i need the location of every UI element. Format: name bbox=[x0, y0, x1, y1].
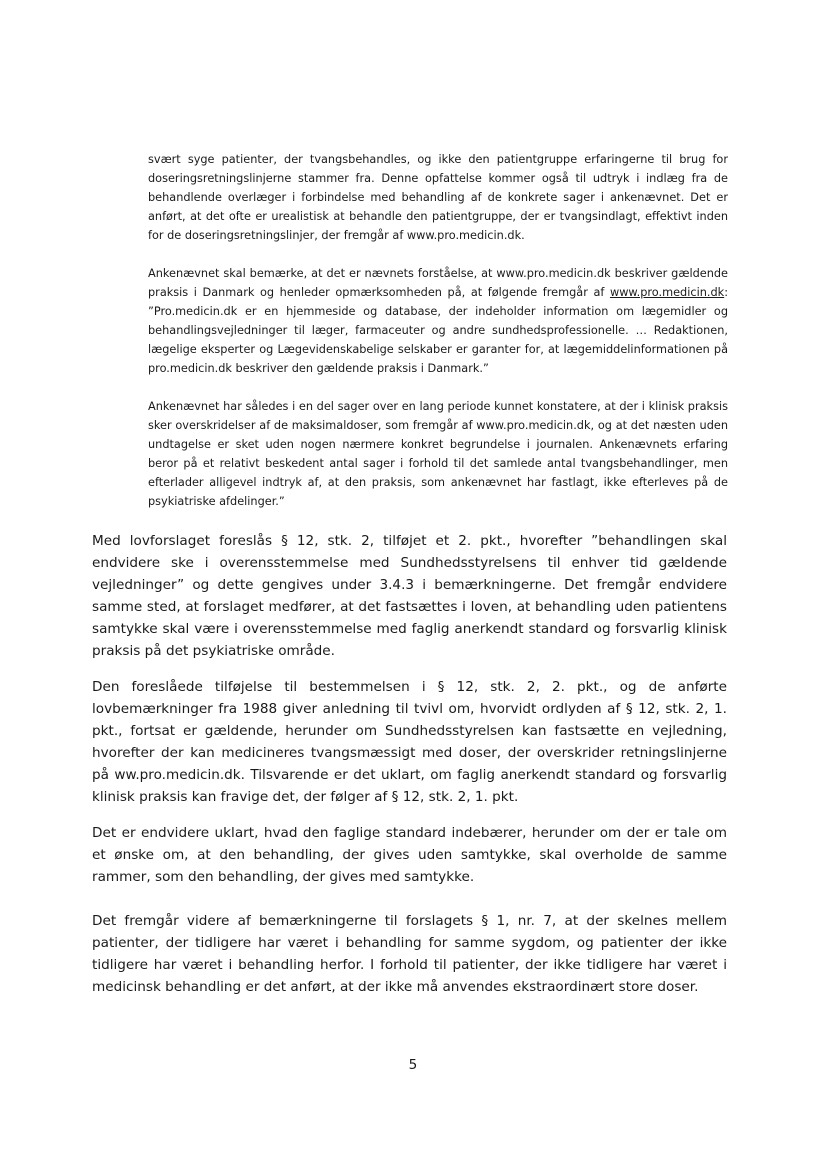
body-paragraph-4: Det fremgår videre af bemærkningerne til forslagets § 1, nr. 7, at der skelnes mellem patienter, der tidligere har været i behandling for samme sygdom, og patienter der ikke tidligere har været i behandling herfor. I forhold til patienter, der ikke tidligere har været i medicinsk behandling er det anført, at der ikke må anvendes ekstraordinært store doser. bbox=[92, 913, 727, 995]
body-paragraph-3: Det er endvidere uklart, hvad den faglige standard indebærer, herunder om der er tale om et ønske om, at den behandling, der gives uden samtykke, skal overholde de samme rammer, som den behandling, der gives med samtykke. bbox=[92, 825, 727, 885]
quote-2-text-before: Ankenævnet skal bemærke, at det er nævnets forståelse, at www.pro.medicin.dk beskriver gældende praksis i Danmark og henleder opmærksomheden på, at følgende fremgår af bbox=[148, 267, 728, 299]
quote-paragraph-3: Ankenævnet har således i en del sager over en lang periode kunnet konstatere, at der i klinisk praksis sker overskridelser af de maksimaldoser, som fremgår af www.pro.medicin.dk, og at det næsten uden undtagelse er sket uden nogen nærmere konkret begrundelse i journalen. Ankenævnets erfaring beror på et relativt beskedent antal sager i forhold til det samlede antal tvangsbehandlinger, men efterlader alligevel indtryk af, at den praksis, som ankenævnet har fastlagt, ikke efterleves på de psykiatriske afdelinger.” bbox=[148, 400, 728, 508]
page-number: 5 bbox=[408, 1057, 418, 1073]
body-paragraph-2: Den foreslåede tilføjelse til bestemmelsen i § 12, stk. 2, 2. pkt., og de anførte lovbemærkninger fra 1988 giver anledning til tvivl om, hvorvidt ordlyden af § 12, stk. 2, 1. pkt., fortsat er gældende, herunder om Sundhedsstyrelsen kan fastsætte en vejledning, hvorefter der kan medicineres tvangsmæssigt med doser, der overskrider retningslinjerne på ww.pro.medicin.dk. Tilsvarende er det uklart, om faglig anerkendt standard og forsvarlig klinisk praksis kan fravige det, der følger af § 12, stk. 2, 1. pkt. bbox=[92, 679, 727, 805]
pro-medicin-link[interactable]: www.pro.medicin.dk bbox=[609, 286, 725, 299]
quote-paragraph-2 bbox=[148, 264, 728, 378]
quote-2-text-after: : ”Pro.medicin.dk er en hjemmeside og database, der indeholder information om lægemidler og behandlingsvejledninger til læger, farmaceuter og andre sundhedsprofessionelle. … Redaktionen, lægelige eksperter og Lægevidenskabelige selskaber er garanter for, at lægemiddelinformationen på pro.medicin.dk beskriver den gældende praksis i Danmark.” bbox=[148, 286, 728, 375]
quote-paragraph-1: svært syge patienter, der tvangsbehandles, og ikke den patientgruppe erfaringerne til brug for doseringsretningslinjerne stammer fra. Denne opfattelse kommer også til udtryk i indlæg fra de behandlende overlæger i forbindelse med behandling af de konkrete sager i ankenævnet. Det er anført, at det ofte er urealistisk at behandle den patientgruppe, der er tvangsindlagt, effektivt inden for de doseringsretningslinjer, der fremgår af www.pro.medicin.dk. bbox=[148, 153, 728, 242]
body-paragraph-1: Med lovforslaget foreslås § 12, stk. 2, tilføjet et 2. pkt., hvorefter ”behandlingen skal endvidere ske i overensstemmelse med Sundhedsstyrelsens til enhver tid gældende vejledninger” og dette gengives under 3.4.3 i bemærkningerne. Det fremgår endvidere samme sted, at forslaget medfører, at det fastsættes i loven, at behandling uden patientens samtykke skal være i overensstemmelse med faglig anerkendt standard og forsvarlig klinisk praksis på det psykiatriske område. bbox=[92, 533, 727, 659]
